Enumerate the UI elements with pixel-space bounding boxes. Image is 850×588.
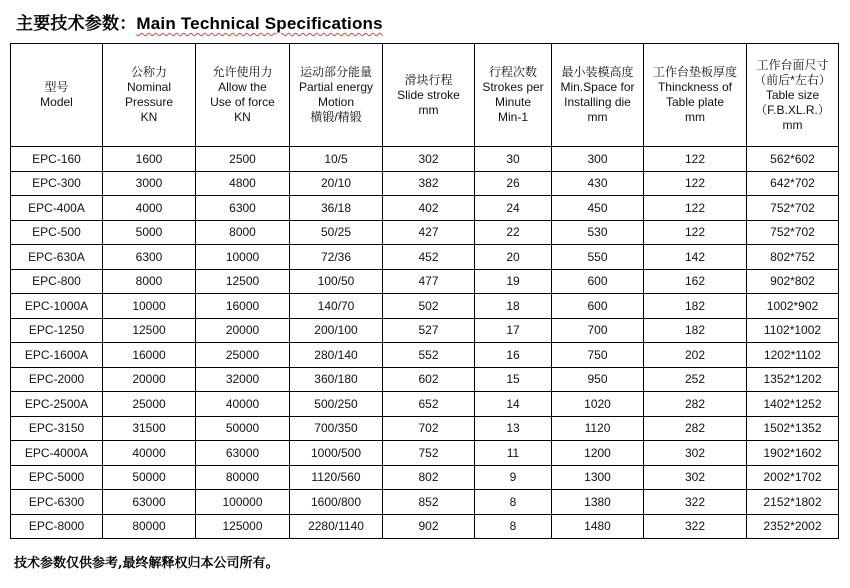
header-line: （F.B.XL.R.）: [755, 102, 830, 117]
cell-slide-stroke: 802: [383, 465, 475, 490]
table-row: [11, 514, 839, 539]
header-line: Use of force: [210, 95, 275, 109]
cell-nominal-pressure: 8000: [103, 269, 196, 294]
cell-min-die-space: 1200: [552, 441, 644, 466]
cell-nominal-pressure: 12500: [103, 318, 196, 343]
header-line: Motion: [317, 95, 355, 109]
cell-model: EPC-4000A: [11, 441, 103, 466]
header-slide-stroke: [383, 44, 475, 147]
cell-min-die-space: 750: [552, 343, 644, 368]
cell-table-size: 2352*2002: [747, 514, 839, 539]
header-line: 横锻/精锻: [310, 110, 362, 124]
cell-nominal-pressure: 10000: [103, 294, 196, 319]
cell-table-plate-thickness: 122: [644, 196, 747, 221]
cell-min-die-space: 1480: [552, 514, 644, 539]
table-row: [11, 269, 839, 294]
cell-allowed-force: 80000: [196, 465, 290, 490]
header-line: mm: [685, 110, 705, 124]
cell-model: EPC-630A: [11, 245, 103, 270]
cell-nominal-pressure: 20000: [103, 367, 196, 392]
table-row: [11, 367, 839, 392]
cell-allowed-force: 100000: [196, 490, 290, 515]
spec-table: [10, 43, 839, 539]
cell-slide-stroke: 602: [383, 367, 475, 392]
table-row: [11, 147, 839, 172]
cell-slide-stroke: 402: [383, 196, 475, 221]
cell-table-size: 1202*1102: [747, 343, 839, 368]
cell-nominal-pressure: 25000: [103, 392, 196, 417]
cell-table-size: 1002*902: [747, 294, 839, 319]
cell-table-size: 752*702: [747, 196, 839, 221]
header-line: （前后*左右）: [754, 72, 831, 87]
header-line: Partial energy: [298, 80, 374, 94]
table-row: [11, 196, 839, 221]
cell-strokes-per-minute: 24: [475, 196, 552, 221]
header-table-size: [747, 44, 839, 147]
cell-motion-energy: 700/350: [290, 416, 383, 441]
cell-allowed-force: 8000: [196, 220, 290, 245]
cell-table-size: 1352*1202: [747, 367, 839, 392]
header-line: Installing die: [564, 95, 631, 109]
cell-table-plate-thickness: 302: [644, 465, 747, 490]
cell-table-size: 1902*1602: [747, 441, 839, 466]
header-motion-energy: [290, 44, 383, 147]
cell-allowed-force: 10000: [196, 245, 290, 270]
cell-min-die-space: 1300: [552, 465, 644, 490]
cell-table-plate-thickness: 322: [644, 490, 747, 515]
cell-nominal-pressure: 40000: [103, 441, 196, 466]
cell-allowed-force: 2500: [196, 147, 290, 172]
cell-min-die-space: 1020: [552, 392, 644, 417]
cell-model: EPC-160: [11, 147, 103, 172]
footer-note: 技术参数仅供参考,最终解释权归本公司所有。: [14, 556, 279, 571]
header-row: [11, 44, 839, 147]
header-line: Slide stroke: [397, 87, 460, 102]
cell-nominal-pressure: 31500: [103, 416, 196, 441]
cell-strokes-per-minute: 18: [475, 294, 552, 319]
header-model: [11, 44, 103, 147]
header-line: KN: [140, 110, 158, 124]
cell-motion-energy: 2280/1140: [290, 514, 383, 539]
cell-allowed-force: 16000: [196, 294, 290, 319]
cell-min-die-space: 300: [552, 147, 644, 172]
cell-nominal-pressure: 63000: [103, 490, 196, 515]
header-line: Model: [40, 95, 73, 109]
cell-allowed-force: 32000: [196, 367, 290, 392]
cell-table-plate-thickness: 282: [644, 392, 747, 417]
cell-model: EPC-6300: [11, 490, 103, 515]
cell-min-die-space: 430: [552, 171, 644, 196]
header-line: 允许使用力: [212, 65, 273, 79]
cell-slide-stroke: 477: [383, 269, 475, 294]
cell-nominal-pressure: 16000: [103, 343, 196, 368]
cell-slide-stroke: 752: [383, 441, 475, 466]
title-cn: 主要技术参数：: [16, 14, 137, 34]
table-row: [11, 318, 839, 343]
cell-table-size: 642*702: [747, 171, 839, 196]
cell-motion-energy: 140/70: [290, 294, 383, 319]
cell-strokes-per-minute: 8: [475, 514, 552, 539]
cell-min-die-space: 700: [552, 318, 644, 343]
table-body: [11, 147, 839, 539]
cell-allowed-force: 6300: [196, 196, 290, 221]
table-row: [11, 392, 839, 417]
cell-slide-stroke: 382: [383, 171, 475, 196]
header-line: Min-1: [497, 110, 528, 124]
cell-table-plate-thickness: 202: [644, 343, 747, 368]
cell-allowed-force: 40000: [196, 392, 290, 417]
header-line: Pressure: [124, 95, 174, 109]
cell-allowed-force: 50000: [196, 416, 290, 441]
cell-strokes-per-minute: 30: [475, 147, 552, 172]
table-row: [11, 416, 839, 441]
cell-model: EPC-400A: [11, 196, 103, 221]
header-strokes-per-minute: [475, 44, 552, 147]
header-line: 型号: [44, 80, 69, 94]
cell-min-die-space: 600: [552, 294, 644, 319]
header-min-die-space: [552, 44, 644, 147]
cell-slide-stroke: 652: [383, 392, 475, 417]
cell-table-size: 562*602: [747, 147, 839, 172]
cell-strokes-per-minute: 8: [475, 490, 552, 515]
cell-model: EPC-5000: [11, 465, 103, 490]
cell-nominal-pressure: 4000: [103, 196, 196, 221]
cell-model: EPC-500: [11, 220, 103, 245]
header-line: 公称力: [130, 65, 167, 79]
cell-allowed-force: 63000: [196, 441, 290, 466]
cell-strokes-per-minute: 20: [475, 245, 552, 270]
cell-table-size: 1102*1002: [747, 318, 839, 343]
cell-table-plate-thickness: 162: [644, 269, 747, 294]
header-line: 滑块行程: [404, 72, 453, 87]
cell-min-die-space: 530: [552, 220, 644, 245]
cell-model: EPC-2500A: [11, 392, 103, 417]
cell-strokes-per-minute: 11: [475, 441, 552, 466]
cell-strokes-per-minute: 16: [475, 343, 552, 368]
cell-model: EPC-2000: [11, 367, 103, 392]
cell-table-plate-thickness: 282: [644, 416, 747, 441]
cell-model: EPC-800: [11, 269, 103, 294]
table-row: [11, 220, 839, 245]
cell-motion-energy: 100/50: [290, 269, 383, 294]
header-line: Min.Space for: [560, 80, 635, 94]
table-row: [11, 245, 839, 270]
header-line: Minute: [494, 95, 532, 109]
cell-strokes-per-minute: 17: [475, 318, 552, 343]
cell-motion-energy: 10/5: [290, 147, 383, 172]
cell-model: EPC-1250: [11, 318, 103, 343]
header-line: mm: [418, 102, 439, 117]
cell-model: EPC-1000A: [11, 294, 103, 319]
cell-table-plate-thickness: 122: [644, 220, 747, 245]
cell-motion-energy: 280/140: [290, 343, 383, 368]
cell-strokes-per-minute: 26: [475, 171, 552, 196]
cell-model: EPC-8000: [11, 514, 103, 539]
cell-table-size: 752*702: [747, 220, 839, 245]
cell-min-die-space: 1120: [552, 416, 644, 441]
cell-model: EPC-3150: [11, 416, 103, 441]
header-table-plate-thickness: [644, 44, 747, 147]
header-allowed-force: [196, 44, 290, 147]
cell-model: EPC-300: [11, 171, 103, 196]
cell-motion-energy: 1600/800: [290, 490, 383, 515]
cell-table-size: 2002*1702: [747, 465, 839, 490]
header-line: 工作台面尺寸: [756, 57, 829, 72]
header-line: Strokes per: [482, 80, 544, 94]
cell-table-size: 902*802: [747, 269, 839, 294]
header-line: Table plate: [665, 95, 725, 109]
table-row: [11, 441, 839, 466]
cell-strokes-per-minute: 9: [475, 465, 552, 490]
cell-strokes-per-minute: 22: [475, 220, 552, 245]
cell-strokes-per-minute: 19: [475, 269, 552, 294]
cell-nominal-pressure: 50000: [103, 465, 196, 490]
cell-motion-energy: 1000/500: [290, 441, 383, 466]
cell-allowed-force: 12500: [196, 269, 290, 294]
cell-slide-stroke: 702: [383, 416, 475, 441]
table-row: [11, 343, 839, 368]
header-line: mm: [782, 117, 803, 132]
cell-motion-energy: 20/10: [290, 171, 383, 196]
cell-model: EPC-1600A: [11, 343, 103, 368]
cell-table-plate-thickness: 122: [644, 147, 747, 172]
header-line: 工作台垫板厚度: [652, 65, 737, 79]
cell-slide-stroke: 452: [383, 245, 475, 270]
cell-table-plate-thickness: 142: [644, 245, 747, 270]
cell-nominal-pressure: 1600: [103, 147, 196, 172]
cell-min-die-space: 950: [552, 367, 644, 392]
cell-table-plate-thickness: 122: [644, 171, 747, 196]
cell-motion-energy: 360/180: [290, 367, 383, 392]
cell-table-size: 2152*1802: [747, 490, 839, 515]
cell-motion-energy: 36/18: [290, 196, 383, 221]
cell-strokes-per-minute: 15: [475, 367, 552, 392]
cell-nominal-pressure: 80000: [103, 514, 196, 539]
cell-table-plate-thickness: 302: [644, 441, 747, 466]
header-line: KN: [234, 110, 251, 124]
header-nominal-pressure: [103, 44, 196, 147]
header-line: Nominal: [126, 80, 171, 94]
cell-motion-energy: 72/36: [290, 245, 383, 270]
cell-table-plate-thickness: 252: [644, 367, 747, 392]
cell-table-size: 1402*1252: [747, 392, 839, 417]
cell-motion-energy: 50/25: [290, 220, 383, 245]
table-row: [11, 465, 839, 490]
title-en: Main Technical Specifications: [136, 14, 383, 33]
header-line: 运动部分能量: [299, 65, 372, 79]
cell-table-size: 1502*1352: [747, 416, 839, 441]
cell-motion-energy: 500/250: [290, 392, 383, 417]
cell-slide-stroke: 852: [383, 490, 475, 515]
header-line: 行程次数: [488, 65, 537, 79]
header-line: 最小装模高度: [561, 65, 634, 79]
cell-slide-stroke: 527: [383, 318, 475, 343]
cell-allowed-force: 20000: [196, 318, 290, 343]
cell-strokes-per-minute: 13: [475, 416, 552, 441]
cell-allowed-force: 4800: [196, 171, 290, 196]
cell-slide-stroke: 302: [383, 147, 475, 172]
cell-motion-energy: 1120/560: [290, 465, 383, 490]
table-row: [11, 490, 839, 515]
cell-min-die-space: 450: [552, 196, 644, 221]
cell-nominal-pressure: 3000: [103, 171, 196, 196]
cell-min-die-space: 550: [552, 245, 644, 270]
header-line: Allow the: [218, 80, 267, 94]
cell-allowed-force: 125000: [196, 514, 290, 539]
cell-slide-stroke: 502: [383, 294, 475, 319]
header-line: Thinckness of: [657, 80, 733, 94]
table-row: [11, 171, 839, 196]
cell-min-die-space: 600: [552, 269, 644, 294]
cell-table-size: 802*752: [747, 245, 839, 270]
cell-allowed-force: 25000: [196, 343, 290, 368]
cell-slide-stroke: 552: [383, 343, 475, 368]
cell-min-die-space: 1380: [552, 490, 644, 515]
header-line: mm: [587, 110, 608, 124]
cell-nominal-pressure: 6300: [103, 245, 196, 270]
cell-nominal-pressure: 5000: [103, 220, 196, 245]
cell-table-plate-thickness: 322: [644, 514, 747, 539]
cell-slide-stroke: 902: [383, 514, 475, 539]
header-line: Table size: [765, 87, 820, 102]
cell-motion-energy: 200/100: [290, 318, 383, 343]
table-row: [11, 294, 839, 319]
cell-slide-stroke: 427: [383, 220, 475, 245]
cell-table-plate-thickness: 182: [644, 294, 747, 319]
page-title: [16, 9, 383, 34]
cell-strokes-per-minute: 14: [475, 392, 552, 417]
cell-table-plate-thickness: 182: [644, 318, 747, 343]
